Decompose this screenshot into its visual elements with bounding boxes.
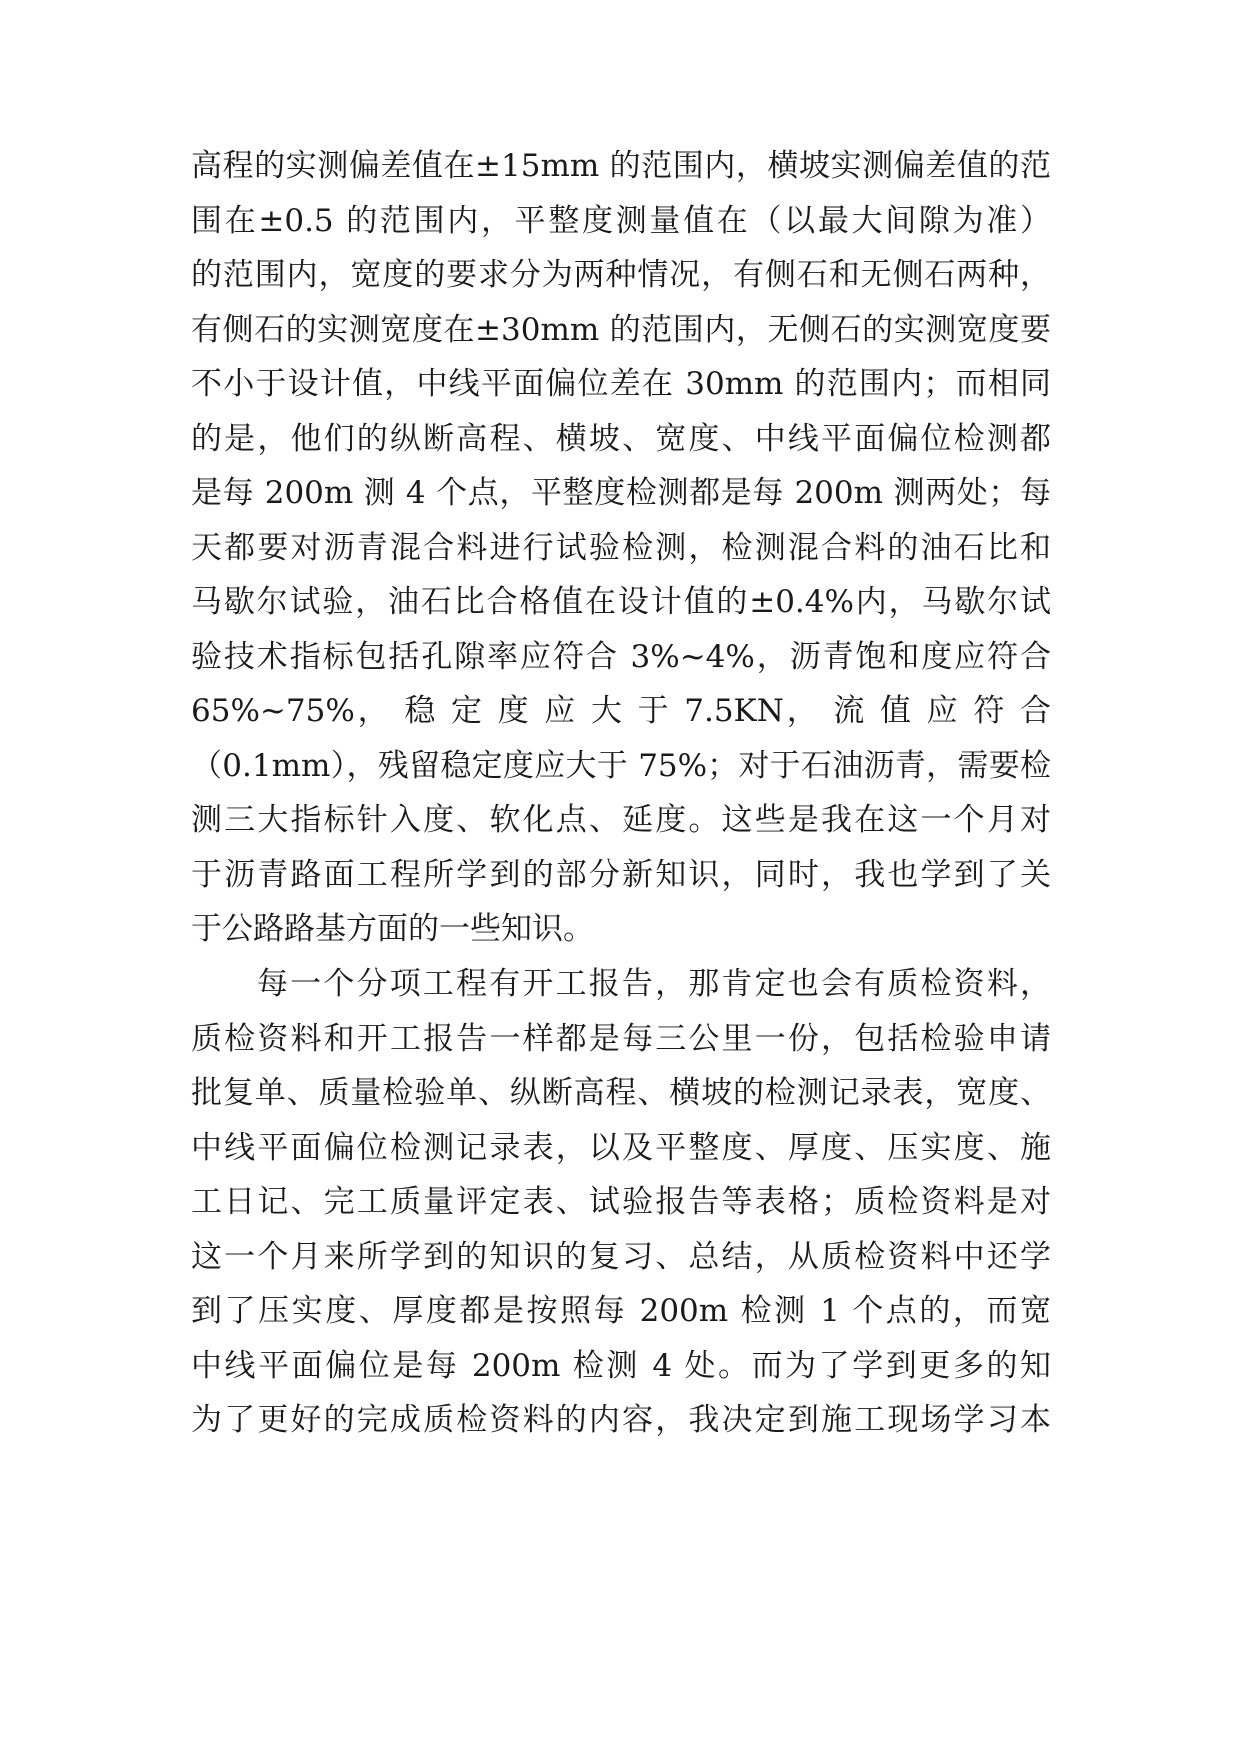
paragraph-line: 的是，他们的纵断高程、横坡、宽度、中线平面偏位检测都 (191, 420, 1051, 457)
paragraph-line: 是每 200m 测 4 个点，平整度检测都是每 200m 测两处；每 (191, 475, 1051, 511)
paragraph-line: 这一个月来所学到的知识的复习、总结，从质检资料中还学 (191, 1238, 1051, 1275)
paragraph-line: 围在±0.5 的范围内，平整度测量值在（以最大间隙为准） (191, 202, 1051, 239)
paragraph-line: 中线平面偏位检测记录表，以及平整度、厚度、压实度、施 (191, 1129, 1051, 1166)
paragraph-line: 天都要对沥青混合料进行试验检测，检测混合料的油石比和 (191, 529, 1051, 566)
paragraph-2 (191, 957, 1051, 1448)
paragraph-line: 不小于设计值，中线平面偏位差在 30mm 的范围内；而相同 (191, 366, 1051, 402)
paragraph-line: （0.1mm），残留稳定度应大于 75%；对于石油沥青，需要检 (191, 747, 1051, 784)
paragraph-line: 于沥青路面工程所学到的部分新知识，同时，我也学到了关 (191, 856, 1051, 893)
paragraph-line: 到了压实度、厚度都是按照每 200m 检测 1 个点的，而宽 (191, 1293, 1051, 1329)
paragraph-line: 每一个分项工程有开工报告，那肯定也会有质检资料， (257, 966, 1051, 1002)
paragraph-line: 的范围内，宽度的要求分为两种情况，有侧石和无侧石两种， (191, 257, 1051, 293)
paragraph-line: 批复单、质量检验单、纵断高程、横坡的检测记录表，宽度、 (191, 1075, 1051, 1111)
paragraph-line: 高程的实测偏差值在±15mm 的范围内，横坡实测偏差值的范 (191, 148, 1051, 184)
paragraph-1 (191, 139, 1051, 957)
paragraph-line: 于公路路基方面的一些知识。 (191, 911, 594, 947)
paragraph-line: 工日记、完工质量评定表、试验报告等表格；质检资料是对 (191, 1184, 1051, 1220)
paragraph-line: 中线平面偏位是每 200m 检测 4 处。而为了学到更多的知 (191, 1347, 1051, 1384)
paragraph-line: 验技术指标包括孔隙率应符合 3%~4%，沥青饱和度应符合 (191, 638, 1051, 675)
paragraph-line: 测三大指标针入度、软化点、延度。这些是我在这一个月对 (191, 802, 1051, 838)
paragraph-line: 65%~75%， 稳 定 度 应 大 于 7.5KN， 流 值 应 符 合 (191, 693, 1051, 729)
paragraph-line: 有侧石的实测宽度在±30mm 的范围内，无侧石的实测宽度要 (191, 311, 1051, 348)
paragraph-line: 为了更好的完成质检资料的内容，我决定到施工现场学习本 (191, 1402, 1051, 1438)
paragraph-line: 质检资料和开工报告一样都是每三公里一份，包括检验申请 (191, 1020, 1051, 1057)
paragraph-line: 马歇尔试验，油石比合格值在设计值的±0.4%内，马歇尔试 (191, 584, 1051, 620)
